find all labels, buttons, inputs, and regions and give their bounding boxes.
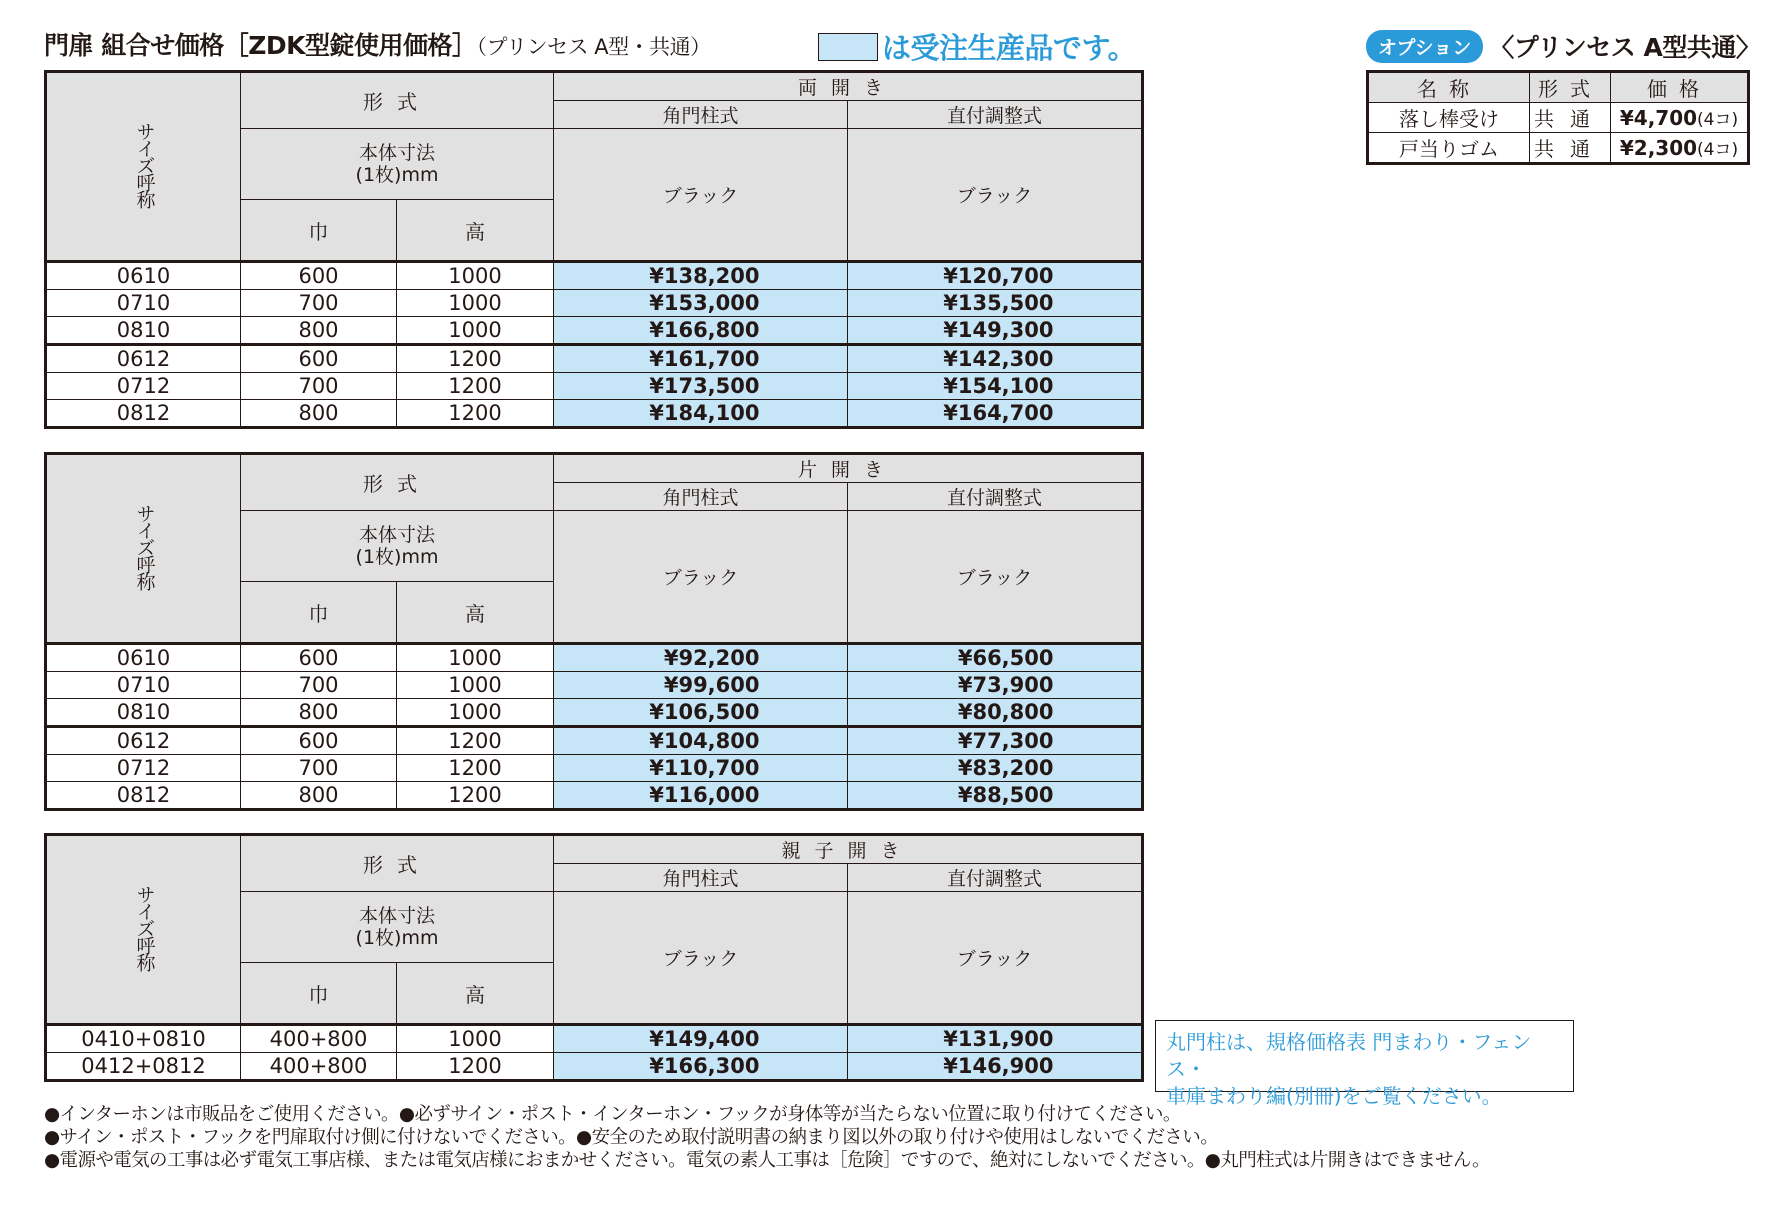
cell-height: 1200 xyxy=(397,400,554,428)
cell-height: 1000 xyxy=(397,262,554,290)
header-dims: 本体寸法 (1枚)mm xyxy=(241,892,554,963)
cell-width: 800 xyxy=(241,400,397,428)
cell-price-b: ¥80,800 xyxy=(848,699,1143,727)
option-name: 落し棒受け xyxy=(1368,103,1530,133)
option-table xyxy=(1366,70,1750,165)
made-to-order-legend xyxy=(818,26,1136,67)
cell-price-a: ¥106,500 xyxy=(554,699,848,727)
header-col-b: 直付調整式 xyxy=(848,101,1143,129)
table-row xyxy=(46,782,1143,810)
header-keishiki: 形式 xyxy=(241,835,554,892)
cell-width: 700 xyxy=(241,755,397,782)
cell-price-b: ¥131,900 xyxy=(848,1025,1143,1053)
cell-price-a: ¥173,500 xyxy=(554,373,848,400)
option-badge: オプション xyxy=(1366,30,1483,63)
cell-price-b: ¥88,500 xyxy=(848,782,1143,810)
header-col-b: 直付調整式 xyxy=(848,864,1143,892)
cell-width: 700 xyxy=(241,373,397,400)
table-row xyxy=(46,373,1143,400)
note-line: 車庫まわり編(別冊)をご覧ください。 xyxy=(1166,1084,1502,1108)
cell-price-a: ¥166,800 xyxy=(554,317,848,345)
cell-width: 400+800 xyxy=(241,1053,397,1081)
table-row xyxy=(46,317,1143,345)
table-row xyxy=(46,290,1143,317)
header-color-b: ブラック xyxy=(848,129,1143,262)
cell-size: 0810 xyxy=(46,317,241,345)
cell-price-a: ¥110,700 xyxy=(554,755,848,782)
table-row xyxy=(46,672,1143,699)
cell-price-a: ¥161,700 xyxy=(554,345,848,373)
header-height: 高 xyxy=(397,963,554,1025)
header-height: 高 xyxy=(397,582,554,644)
cell-height: 1000 xyxy=(397,1025,554,1053)
cell-size: 0712 xyxy=(46,373,241,400)
cell-width: 800 xyxy=(241,782,397,810)
option-price: ¥4,700(4コ) xyxy=(1611,103,1749,133)
header-col-a: 角門柱式 xyxy=(554,864,848,892)
cell-size: 0610 xyxy=(46,262,241,290)
header-color-b: ブラック xyxy=(848,892,1143,1025)
option-name: 戸当りゴム xyxy=(1368,133,1530,164)
cell-size: 0610 xyxy=(46,644,241,672)
footer-notes xyxy=(44,1103,1490,1172)
cell-width: 600 xyxy=(241,727,397,755)
option-header-type: 形式 xyxy=(1530,72,1611,103)
option-table-header xyxy=(1368,72,1749,103)
cell-height: 1200 xyxy=(397,755,554,782)
table-row xyxy=(46,1025,1143,1053)
cell-height: 1000 xyxy=(397,317,554,345)
cell-price-a: ¥184,100 xyxy=(554,400,848,428)
header-keishiki: 形式 xyxy=(241,72,554,129)
header-dims: 本体寸法 (1枚)mm xyxy=(241,129,554,200)
cell-height: 1200 xyxy=(397,1053,554,1081)
table-row xyxy=(46,262,1143,290)
cell-size: 0412+0812 xyxy=(46,1053,241,1081)
cell-price-a: ¥149,400 xyxy=(554,1025,848,1053)
header-col-a: 角門柱式 xyxy=(554,101,848,129)
cell-price-a: ¥116,000 xyxy=(554,782,848,810)
header-color-a: ブラック xyxy=(554,892,848,1025)
header-width: 巾 xyxy=(241,200,397,262)
footer-note: ●インターホンは市販品をご使用ください。●必ずサイン・ポスト・インターホン・フックが身体等が当たらない位置に取り付けてください。 xyxy=(44,1104,1181,1125)
header-width: 巾 xyxy=(241,963,397,1025)
cell-width: 600 xyxy=(241,262,397,290)
cell-height: 1200 xyxy=(397,373,554,400)
header-size: サイズ呼称 xyxy=(46,835,241,1025)
cell-price-b: ¥149,300 xyxy=(848,317,1143,345)
cell-price-b: ¥135,500 xyxy=(848,290,1143,317)
header-dims: 本体寸法 (1枚)mm xyxy=(241,511,554,582)
header-width: 巾 xyxy=(241,582,397,644)
header-color-a: ブラック xyxy=(554,129,848,262)
header-color-b: ブラック xyxy=(848,511,1143,644)
cell-size: 0812 xyxy=(46,782,241,810)
title-sub: （プリンセス A型・共通） xyxy=(476,35,711,59)
cell-price-b: ¥120,700 xyxy=(848,262,1143,290)
option-header-price: 価格 xyxy=(1611,72,1749,103)
cell-price-b: ¥73,900 xyxy=(848,672,1143,699)
option-header xyxy=(1366,28,1760,64)
legend-swatch xyxy=(818,33,878,61)
cell-width: 800 xyxy=(241,699,397,727)
header-opening: 両開き xyxy=(554,72,1143,101)
cell-size: 0612 xyxy=(46,345,241,373)
header-keishiki: 形式 xyxy=(241,454,554,511)
cell-width: 700 xyxy=(241,672,397,699)
cell-price-a: ¥138,200 xyxy=(554,262,848,290)
footer-note: ●電源や電気の工事は必ず電気工事店様、または電気店様におまかせください。電気の素人工事は［危険］ですので、絶対にしないでください。●丸門柱式は片開きはできません。 xyxy=(44,1150,1490,1171)
option-type: 共通 xyxy=(1530,133,1611,164)
cell-height: 1000 xyxy=(397,699,554,727)
option-header-name: 名称 xyxy=(1368,72,1530,103)
footer-note: ●サイン・ポスト・フックを門扉取付け側に付けないでください。●安全のため取付説明書の納まり図以外の取り付けや使用はしないでください。 xyxy=(44,1127,1219,1148)
cell-price-b: ¥142,300 xyxy=(848,345,1143,373)
title-main: 門扉 組合せ価格［ZDK型錠使用価格］ xyxy=(44,31,477,60)
round-post-note xyxy=(1155,1020,1574,1108)
page-title xyxy=(44,26,711,62)
cell-size: 0712 xyxy=(46,755,241,782)
price-table-1 xyxy=(44,452,1144,811)
cell-width: 600 xyxy=(241,345,397,373)
table-row xyxy=(46,644,1143,672)
price-table-0 xyxy=(44,70,1144,429)
cell-width: 700 xyxy=(241,290,397,317)
cell-width: 400+800 xyxy=(241,1025,397,1053)
table-row xyxy=(46,345,1143,373)
option-title: 〈プリンセス A型共通〉 xyxy=(1489,33,1761,62)
cell-height: 1000 xyxy=(397,672,554,699)
option-row xyxy=(1368,103,1749,133)
cell-size: 0710 xyxy=(46,290,241,317)
cell-price-b: ¥77,300 xyxy=(848,727,1143,755)
header-col-b: 直付調整式 xyxy=(848,483,1143,511)
cell-price-b: ¥146,900 xyxy=(848,1053,1143,1081)
cell-price-b: ¥83,200 xyxy=(848,755,1143,782)
cell-height: 1200 xyxy=(397,727,554,755)
cell-price-a: ¥153,000 xyxy=(554,290,848,317)
header-opening: 片開き xyxy=(554,454,1143,483)
cell-size: 0410+0810 xyxy=(46,1025,241,1053)
cell-height: 1000 xyxy=(397,644,554,672)
cell-size: 0612 xyxy=(46,727,241,755)
cell-price-b: ¥164,700 xyxy=(848,400,1143,428)
option-row xyxy=(1368,133,1749,164)
cell-price-a: ¥99,600 xyxy=(554,672,848,699)
cell-size: 0812 xyxy=(46,400,241,428)
cell-height: 1200 xyxy=(397,782,554,810)
table-row xyxy=(46,727,1143,755)
header-size: サイズ呼称 xyxy=(46,72,241,262)
table-row xyxy=(46,699,1143,727)
cell-price-a: ¥92,200 xyxy=(554,644,848,672)
cell-price-b: ¥154,100 xyxy=(848,373,1143,400)
table-row xyxy=(46,400,1143,428)
table-row xyxy=(46,1053,1143,1081)
note-line: 丸門柱は、規格価格表 門まわり・フェンス・ xyxy=(1166,1030,1532,1081)
cell-size: 0810 xyxy=(46,699,241,727)
cell-height: 1200 xyxy=(397,345,554,373)
option-price: ¥2,300(4コ) xyxy=(1611,133,1749,164)
cell-width: 600 xyxy=(241,644,397,672)
cell-height: 1000 xyxy=(397,290,554,317)
header-size: サイズ呼称 xyxy=(46,454,241,644)
header-color-a: ブラック xyxy=(554,511,848,644)
option-type: 共通 xyxy=(1530,103,1611,133)
header-height: 高 xyxy=(397,200,554,262)
legend-text: は受注生産品です。 xyxy=(882,31,1137,65)
cell-price-a: ¥166,300 xyxy=(554,1053,848,1081)
cell-price-a: ¥104,800 xyxy=(554,727,848,755)
cell-price-b: ¥66,500 xyxy=(848,644,1143,672)
table-row xyxy=(46,755,1143,782)
cell-size: 0710 xyxy=(46,672,241,699)
cell-width: 800 xyxy=(241,317,397,345)
header-opening: 親子開き xyxy=(554,835,1143,864)
header-col-a: 角門柱式 xyxy=(554,483,848,511)
price-table-2 xyxy=(44,833,1144,1082)
